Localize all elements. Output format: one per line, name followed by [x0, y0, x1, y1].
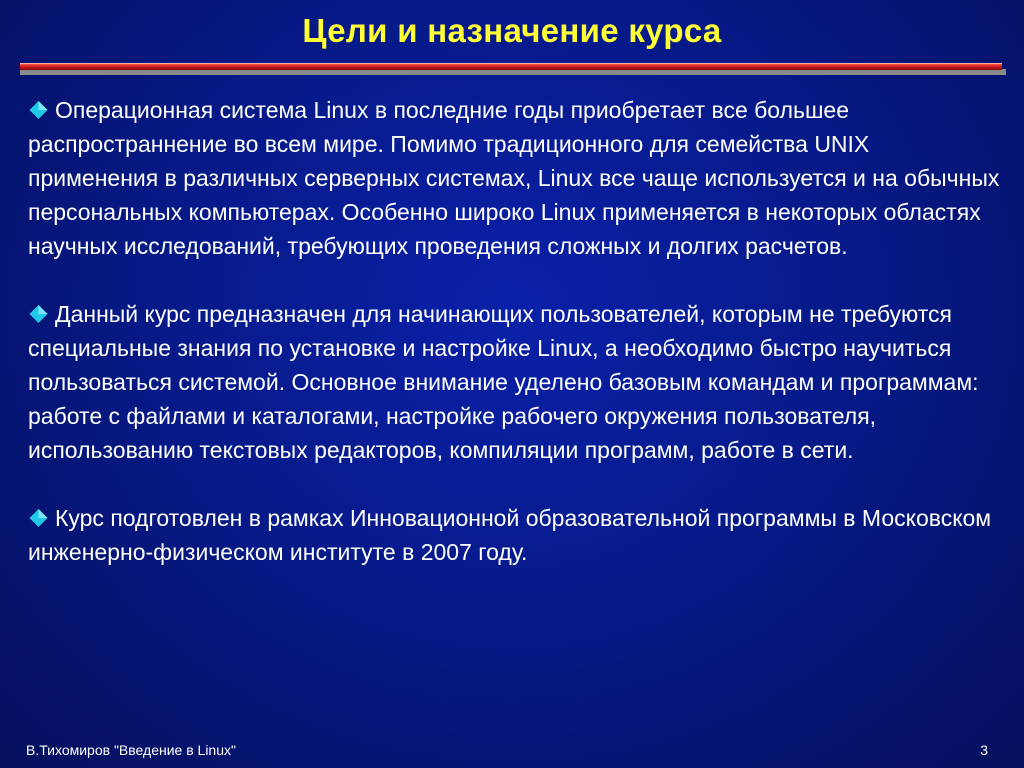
bullet-paragraph-1	[28, 93, 1003, 263]
diamond-bullet-icon	[28, 100, 49, 120]
diamond-bullet-icon	[28, 508, 49, 528]
page-number: 3	[980, 742, 988, 758]
footer-author: В.Тихомиров "Введение в Linux"	[26, 742, 236, 758]
title-divider	[20, 62, 1006, 76]
bullet-paragraph-2	[28, 297, 1003, 467]
slide-body	[28, 93, 1003, 569]
diamond-bullet-icon	[28, 304, 49, 324]
paragraph-text: Данный курс предназначен для начинающих пользователей, которым не требуются специальные знания по установке и настройке Linux, а необходимо быстро научиться пользоваться системой. Основное внимание уделено базовым командам и программам: работе с файлами и каталогами, настройке рабочего окружения пользователя, использованию текстовых редакторов, компиляции программ, работе в сети.	[28, 301, 979, 463]
paragraph-text: Операционная система Linux в последние годы приобретает все большее распространнение во всем мире. Помимо традиционного для семейства UNIX применения в различных серверных системах, Linux все чаще используется и на обычных персональных компьютерах. Особенно широко Linux применяется в некоторых областях научных исследований, требующих проведения сложных и долгих расчетов.	[28, 97, 1000, 259]
paragraph-text: Курс подготовлен в рамках Инновационной образовательной программы в Московском инженерно-физическом институте в 2007 году.	[28, 505, 992, 565]
bullet-paragraph-3	[28, 501, 1003, 569]
slide-title: Цели и назначение курса	[302, 12, 722, 49]
